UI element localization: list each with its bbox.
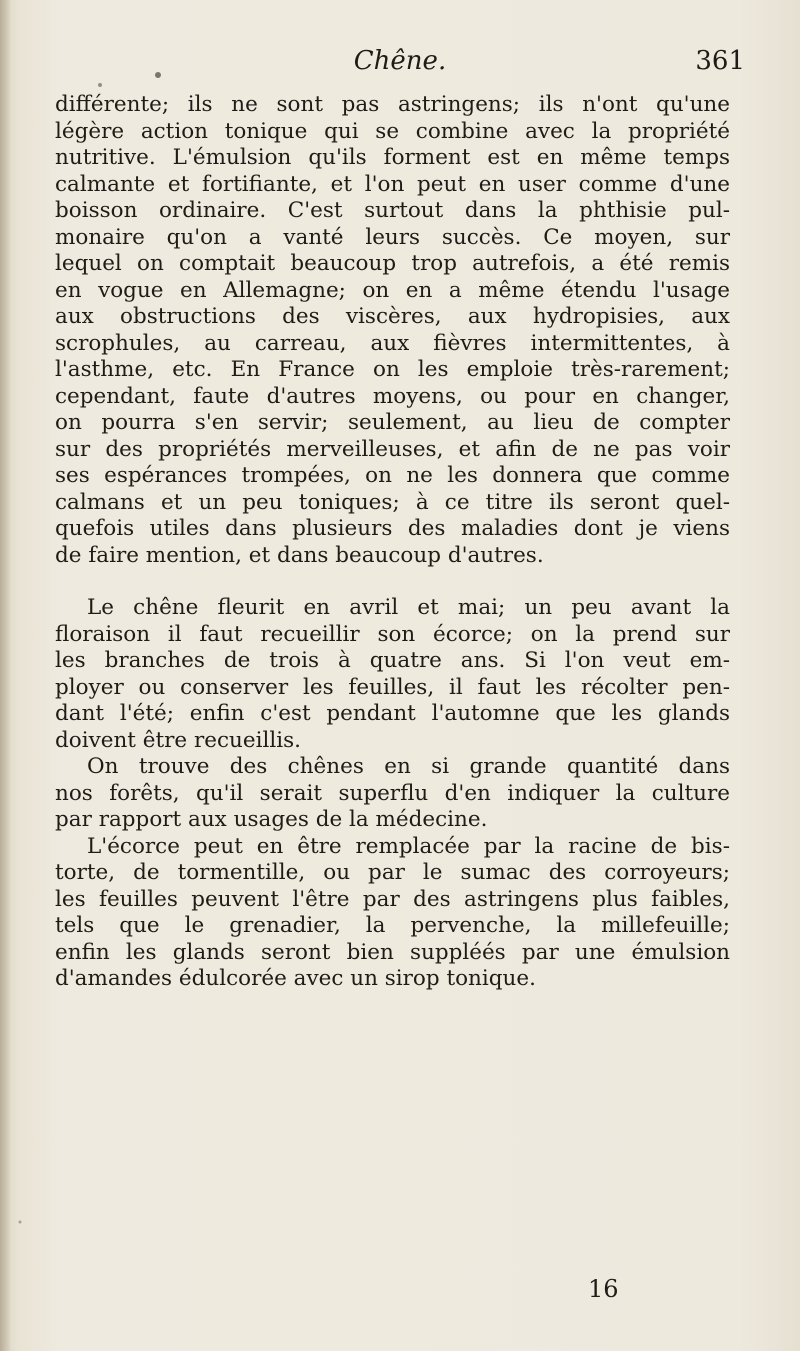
text-line: scrophules, au carreau, aux fièvres intermittentes, à xyxy=(55,330,730,356)
paragraph-gap xyxy=(55,569,730,595)
text-line: l'asthme, etc. En France on les emploie très-rarement; xyxy=(55,357,730,382)
text-line: ployer ou conserver les feuilles, il faut les récolter pen- xyxy=(55,674,730,700)
text-line: les branches de trois à quatre ans. Si l'on veut em- xyxy=(55,648,730,673)
text-line: enfin les glands seront bien suppléés par une émulsion xyxy=(55,939,730,965)
text-line: ses espérances trompées, on ne les donnera que comme xyxy=(55,463,730,488)
text-line: cependant, faute d'autres moyens, ou pour en changer, xyxy=(55,383,730,409)
text-line: nutritive. L'émulsion qu'ils forment est en même temps xyxy=(55,145,730,170)
text-line: nos forêts, qu'il serait superflu d'en indiquer la culture xyxy=(55,780,730,806)
text-line: dant l'été; enfin c'est pendant l'automne que les glands xyxy=(55,701,730,726)
body-text xyxy=(55,92,730,993)
text-line: on pourra s'en servir; seulement, au lieu de compter xyxy=(55,410,730,435)
binding-edge xyxy=(0,0,10,1351)
text-line: boisson ordinaire. C'est surtout dans la phthisie pul- xyxy=(55,198,730,223)
text-line: calmante et fortifiante, et l'on peut en user comme d'une xyxy=(55,171,730,197)
text-line: en vogue en Allemagne; on en a même étendu l'usage xyxy=(55,277,730,303)
text-line: calmans et un peu toniques; à ce titre ils seront quel- xyxy=(55,489,730,515)
page-number: 361 xyxy=(695,46,745,76)
text-line: par rapport aux usages de la médecine. xyxy=(55,807,488,832)
text-line: L'écorce peut en être remplacée par la racine de bis- xyxy=(87,833,730,859)
text-line: torte, de tormentille, ou par le sumac des corroyeurs; xyxy=(55,860,730,885)
text-line: d'amandes édulcorée avec un sirop tonique. xyxy=(55,966,536,991)
text-line: monaire qu'on a vanté leurs succès. Ce moyen, sur xyxy=(55,224,730,250)
page-header xyxy=(55,42,745,82)
text-line: légère action tonique qui se combine avec la propriété xyxy=(55,118,730,144)
text-line: aux obstructions des viscères, aux hydropisies, aux xyxy=(55,304,730,329)
text-line: On trouve des chênes en si grande quantité dans xyxy=(87,754,730,779)
text-line: de faire mention, et dans beaucoup d'autres. xyxy=(55,542,544,568)
running-title: Chêne. xyxy=(353,46,447,76)
text-line: tels que le grenadier, la pervenche, la millefeuille; xyxy=(55,913,730,938)
text-line: quefois utiles dans plusieurs des maladies dont je viens xyxy=(55,516,730,541)
text-line: floraison il faut recueillir son écorce; on la prend sur xyxy=(55,621,730,647)
text-line: sur des propriétés merveilleuses, et afin de ne pas voir xyxy=(55,436,730,462)
text-line: lequel on comptait beaucoup trop autrefois, a été remis xyxy=(55,251,730,276)
signature-mark: 16 xyxy=(588,1275,619,1303)
text-line: doivent être recueillis. xyxy=(55,727,301,753)
text-line: différente; ils ne sont pas astringens; ils n'ont qu'une xyxy=(55,92,730,117)
text-line: les feuilles peuvent l'être par des astringens plus faibles, xyxy=(55,886,730,912)
text-line: Le chêne fleurit en avril et mai; un peu avant la xyxy=(87,595,730,620)
